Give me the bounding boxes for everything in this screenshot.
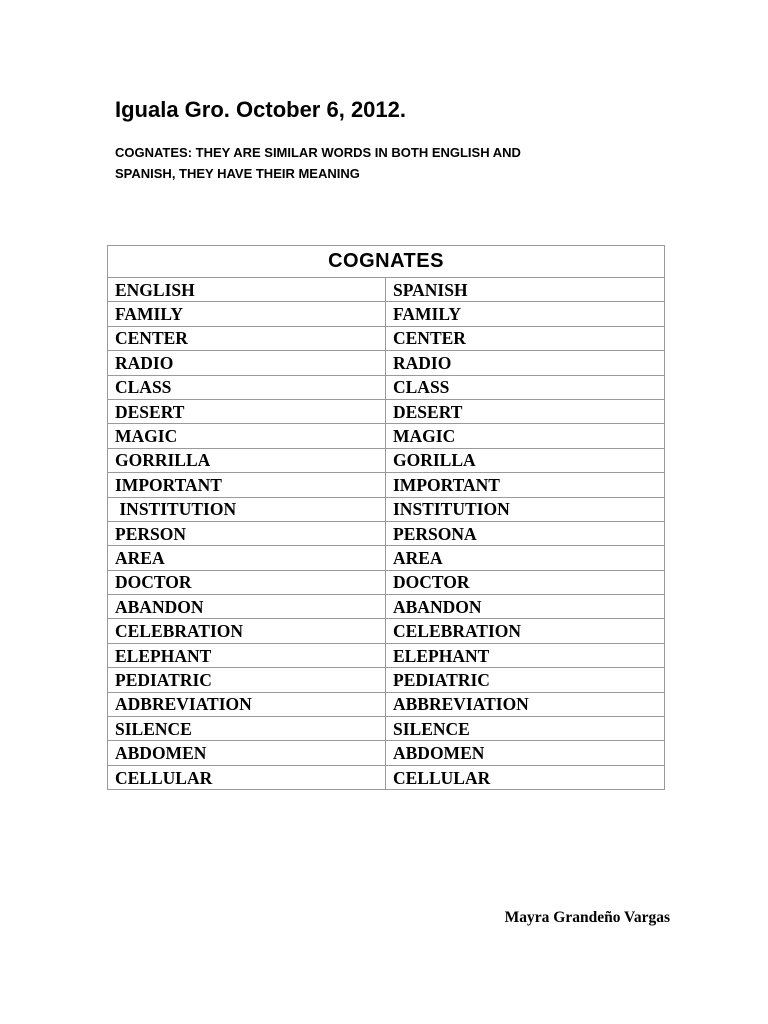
- table-row: [108, 424, 665, 448]
- english-cell: SILENCE: [108, 717, 386, 741]
- spanish-cell: CELLULAR: [386, 765, 665, 789]
- english-cell: DESERT: [108, 399, 386, 423]
- spanish-cell: AREA: [386, 546, 665, 570]
- spanish-cell: MAGIC: [386, 424, 665, 448]
- table-row: [108, 570, 665, 594]
- table-row: [108, 619, 665, 643]
- table-row: [108, 741, 665, 765]
- english-cell: ADBREVIATION: [108, 692, 386, 716]
- table-title: COGNATES: [108, 246, 665, 278]
- spanish-cell: PERSONA: [386, 521, 665, 545]
- table-row: [108, 595, 665, 619]
- table-row: [108, 326, 665, 350]
- table-row: [108, 521, 665, 545]
- table-row: [108, 668, 665, 692]
- table-row: [108, 375, 665, 399]
- spanish-cell: DESERT: [386, 399, 665, 423]
- english-cell: MAGIC: [108, 424, 386, 448]
- table-title-row: [108, 246, 665, 278]
- cognates-definition: [115, 142, 615, 184]
- english-cell: GORRILLA: [108, 448, 386, 472]
- english-cell: PEDIATRIC: [108, 668, 386, 692]
- english-cell: RADIO: [108, 351, 386, 375]
- table-body: [108, 278, 665, 790]
- spanish-cell: DOCTOR: [386, 570, 665, 594]
- spanish-cell: ABDOMEN: [386, 741, 665, 765]
- spanish-cell: ABANDON: [386, 595, 665, 619]
- english-cell: DOCTOR: [108, 570, 386, 594]
- definition-line-1: COGNATES: THEY ARE SIMILAR WORDS IN BOTH ENGLISH AND: [115, 145, 521, 160]
- table-row: [108, 278, 665, 302]
- spanish-cell: SILENCE: [386, 717, 665, 741]
- spanish-cell: ABBREVIATION: [386, 692, 665, 716]
- english-cell: ABDOMEN: [108, 741, 386, 765]
- english-cell: CLASS: [108, 375, 386, 399]
- english-cell: CELEBRATION: [108, 619, 386, 643]
- definition-line-2: SPANISH, THEY HAVE THEIR MEANING: [115, 166, 360, 181]
- spanish-cell: INSTITUTION: [386, 497, 665, 521]
- english-cell: CELLULAR: [108, 765, 386, 789]
- spanish-cell: CENTER: [386, 326, 665, 350]
- table-row: [108, 399, 665, 423]
- english-cell: FAMILY: [108, 302, 386, 326]
- english-cell: ABANDON: [108, 595, 386, 619]
- english-cell: CENTER: [108, 326, 386, 350]
- spanish-cell: ELEPHANT: [386, 643, 665, 667]
- cognates-table: [107, 245, 665, 790]
- table-row: [108, 643, 665, 667]
- author-signature-name: Mayra Grandeño Vargas: [504, 909, 670, 926]
- spanish-cell: GORILLA: [386, 448, 665, 472]
- table-row: [108, 448, 665, 472]
- table-row: [108, 351, 665, 375]
- english-cell: INSTITUTION: [108, 497, 386, 521]
- table-row: [108, 765, 665, 789]
- spanish-cell: SPANISH: [386, 278, 665, 302]
- spanish-cell: IMPORTANT: [386, 473, 665, 497]
- spanish-cell: FAMILY: [386, 302, 665, 326]
- table-row: [108, 497, 665, 521]
- table-row: [108, 692, 665, 716]
- table-row: [108, 473, 665, 497]
- spanish-cell: CELEBRATION: [386, 619, 665, 643]
- table-row: [108, 302, 665, 326]
- english-cell: ENGLISH: [108, 278, 386, 302]
- table-row: [108, 546, 665, 570]
- english-cell: PERSON: [108, 521, 386, 545]
- english-cell: ELEPHANT: [108, 643, 386, 667]
- table-row: [108, 717, 665, 741]
- spanish-cell: RADIO: [386, 351, 665, 375]
- english-cell: IMPORTANT: [108, 473, 386, 497]
- document-heading: Iguala Gro. October 6, 2012.: [115, 97, 406, 122]
- english-cell: AREA: [108, 546, 386, 570]
- spanish-cell: PEDIATRIC: [386, 668, 665, 692]
- spanish-cell: CLASS: [386, 375, 665, 399]
